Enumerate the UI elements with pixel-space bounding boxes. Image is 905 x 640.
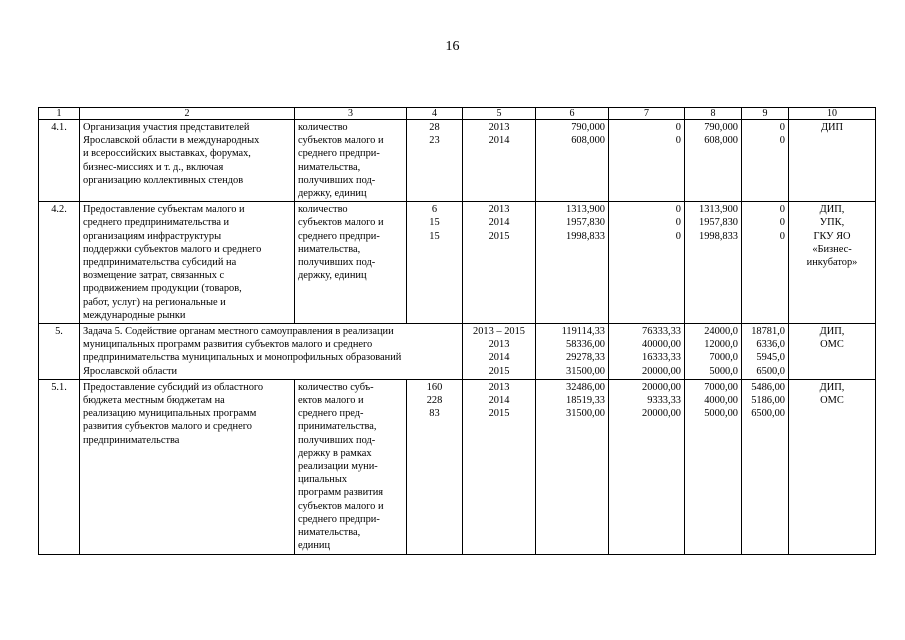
years-line: 2014 [488,135,510,147]
header-cell: 8 [685,108,742,120]
executor-line: ДИП [820,122,844,133]
executor [789,202,876,324]
measure-description-line: бюджета местным бюджетам на [83,395,225,407]
federal-funding-line: 16333,33 [642,352,681,364]
federal-funding-line: 0 [675,122,681,133]
total-funding-line: 58336,00 [566,339,605,351]
years [463,379,536,554]
measure-description [80,202,295,324]
federal-funding [609,120,685,202]
indicator-line: нимательства, [298,161,361,173]
years-line: 2015 [488,365,510,377]
federal-funding-line: 0 [675,230,681,242]
federal-funding-line: 0 [675,204,681,216]
years-line: 2015 [488,408,510,420]
header-cell: 9 [742,108,789,120]
executor-line: ГКУ ЯО [813,230,851,242]
executor-line: ДИП, [819,326,845,338]
measure-description [80,120,295,202]
target-value-line: 23 [429,135,440,147]
local-funding-line: 0 [779,135,785,147]
row-number: 4.2. [39,202,80,324]
measure-description-line: Организация участия представителей [83,122,250,133]
local-funding-line: 18781,0 [751,326,785,338]
years-line: 2013 [488,204,510,216]
executor-line: ДИП, [819,381,845,393]
regional-funding-line: 4000,00 [704,395,738,407]
indicator-line: нимательства, [298,527,361,539]
executor [789,324,876,380]
indicator-line: реализации муни- [298,461,378,473]
regional-funding-line: 790,000 [704,122,738,133]
measure-description-line: организациям инфраструктуры [83,230,222,242]
indicator-line: субъектов малого и [298,135,384,147]
federal-funding-line: 20000,00 [642,381,681,393]
row-number: 5.1. [39,379,80,554]
total-funding-line: 29278,33 [566,352,605,364]
target-value-line: 228 [426,395,443,407]
federal-funding [609,379,685,554]
years [463,120,536,202]
years-line: 2014 [488,217,510,229]
local-funding-line: 6500,0 [756,365,785,377]
target-value-line: 160 [426,381,443,393]
indicator-line: программ развития [298,487,384,499]
header-cell: 3 [295,108,407,120]
task-description-line: Задача 5. Содействие органам местного самоуправления в реализации [83,326,394,338]
years-line: 2013 [488,122,510,133]
target-value [407,202,463,324]
regional-funding-line: 5000,0 [709,365,738,377]
indicator-line: количество [298,122,348,133]
program-table [38,107,876,555]
indicator-line: принимательства, [298,421,377,433]
measure-description-line: развития субъектов малого и среднего [83,421,252,433]
task-description-line: предпринимательства муниципальных и монопрофильных образований [83,352,402,364]
years-line: 2014 [488,352,510,364]
regional-funding-line: 7000,00 [704,381,738,393]
indicator-line: ципальных [298,474,348,486]
regional-funding-line: 12000,0 [704,339,738,351]
local-funding-line: 5186,00 [751,395,785,407]
federal-funding [609,324,685,380]
total-funding-line: 1998,833 [566,230,605,242]
table-row [39,324,876,380]
indicator-line: получивших под- [298,257,376,269]
measure-description-line: организацию коллективных стендов [83,174,244,186]
measure-description-line: предпринимательства [83,434,180,446]
executor [789,379,876,554]
years [463,324,536,380]
measure-description-line: Предоставление субсидий из областного [83,381,264,393]
indicator-line: среднего предпри- [298,513,380,525]
indicator-line: субъектов малого и [298,217,384,229]
target-value-line: 15 [429,230,440,242]
local-funding-line: 0 [779,217,785,229]
measure-description-line: работ, услуг) на региональные и [83,296,226,308]
header-cell: 2 [80,108,295,120]
local-funding-line: 0 [779,204,785,216]
regional-funding-line: 24000,0 [704,326,738,338]
target-value [407,379,463,554]
header-cell: 1 [39,108,80,120]
indicator-line: единиц [298,540,331,552]
header-cell: 10 [789,108,876,120]
measure-description-line: продвижением продукции (товаров, [83,283,242,295]
indicator-line: держку в рамках [298,447,372,459]
regional-funding [685,120,742,202]
task-description [80,324,463,380]
indicator-line: держку, единиц [298,188,367,200]
header-cell: 4 [407,108,463,120]
total-funding-line: 18519,33 [566,395,605,407]
years-line: 2013 – 2015 [473,326,525,338]
total-funding-line: 119114,33 [561,326,605,338]
federal-funding-line: 0 [675,217,681,229]
federal-funding-line: 20000,00 [642,365,681,377]
federal-funding [609,202,685,324]
indicator-line: количество субъ- [298,381,374,393]
years [463,202,536,324]
total-funding-line: 1957,830 [566,217,605,229]
years-line: 2014 [488,395,510,407]
years-line: 2015 [488,230,510,242]
measure-description-line: поддержки субъектов малого и среднего [83,243,262,255]
measure-description-line: предпринимательства субсидий на [83,257,237,269]
regional-funding-line: 1998,833 [699,230,738,242]
local-funding [742,324,789,380]
indicator-line: получивших под- [298,174,376,186]
federal-funding-line: 76333,33 [642,326,681,338]
indicator [295,202,407,324]
local-funding-line: 0 [779,122,785,133]
row-number: 4.1. [39,120,80,202]
regional-funding-line: 608,000 [704,135,738,147]
indicator-line: нимательства, [298,243,361,255]
regional-funding [685,202,742,324]
total-funding [536,120,609,202]
measure-description-line: Ярославской области в международных [83,135,260,147]
total-funding [536,379,609,554]
table-row [39,379,876,554]
indicator-line: субъектов малого и [298,500,384,512]
federal-funding-line: 9333,33 [647,395,681,407]
executor-line: УПК, [819,217,845,229]
total-funding-line: 32486,00 [566,381,605,393]
indicator-line: количество [298,204,348,216]
page-number: 16 [445,39,460,54]
federal-funding-line: 20000,00 [642,408,681,420]
local-funding-line: 5945,0 [756,352,785,364]
indicator [295,379,407,554]
measure-description-line: реализацию муниципальных программ [83,408,257,420]
executor-line: ДИП, [819,204,845,216]
total-funding [536,202,609,324]
target-value-line: 15 [429,217,440,229]
federal-funding-line: 40000,00 [642,339,681,351]
local-funding-line: 5486,00 [751,381,785,393]
years-line: 2013 [488,339,510,351]
total-funding-line: 790,000 [571,122,605,133]
target-value [407,120,463,202]
executor [789,120,876,202]
executor-line: инкубатор» [806,257,858,269]
header-cell: 5 [463,108,536,120]
header-row [39,108,876,120]
header-cell: 7 [609,108,685,120]
regional-funding [685,379,742,554]
total-funding-line: 31500,00 [566,365,605,377]
local-funding-line: 6336,0 [756,339,785,351]
indicator-line: ектов малого и [298,395,364,407]
federal-funding-line: 0 [675,135,681,147]
measure-description-line: международные рынки [83,309,186,321]
indicator-line: среднего предпри- [298,148,380,160]
regional-funding [685,324,742,380]
executor-line: ОМС [820,395,844,407]
local-funding [742,202,789,324]
regional-funding-line: 1313,900 [699,204,738,216]
measure-description [80,379,295,554]
total-funding-line: 31500,00 [566,408,605,420]
local-funding [742,120,789,202]
indicator-line: среднего пред- [298,408,364,420]
row-number: 5. [39,324,80,380]
total-funding-line: 1313,900 [566,204,605,216]
measure-description-line: Предоставление субъектам малого и [83,204,245,216]
regional-funding-line: 7000,0 [709,352,738,364]
local-funding-line: 0 [779,230,785,242]
indicator-line: получивших под- [298,434,376,446]
regional-funding-line: 5000,00 [704,408,738,420]
executor-line: «Бизнес- [812,243,852,255]
indicator-line: держку, единиц [298,270,367,282]
local-funding-line: 6500,00 [751,408,785,420]
executor-line: ОМС [820,339,844,351]
task-description-line: муниципальных программ развития субъектов малого и среднего [83,339,373,351]
indicator [295,120,407,202]
indicator-line: среднего предпри- [298,230,380,242]
measure-description-line: среднего предпринимательства и [83,217,230,229]
regional-funding-line: 1957,830 [699,217,738,229]
measure-description-line: и всероссийских выставках, форумах, [83,148,251,160]
target-value-line: 28 [429,122,440,133]
years-line: 2013 [488,381,510,393]
local-funding [742,379,789,554]
task-description-line: Ярославской области [83,365,178,377]
total-funding-line: 608,000 [571,135,605,147]
table-row [39,202,876,324]
table-row [39,120,876,202]
measure-description-line: бизнес-миссиях и т. д., включая [83,161,224,173]
total-funding [536,324,609,380]
measure-description-line: возмещение затрат, связанных с [83,270,225,282]
target-value-line: 6 [431,204,438,216]
header-cell: 6 [536,108,609,120]
target-value-line: 83 [429,408,440,420]
